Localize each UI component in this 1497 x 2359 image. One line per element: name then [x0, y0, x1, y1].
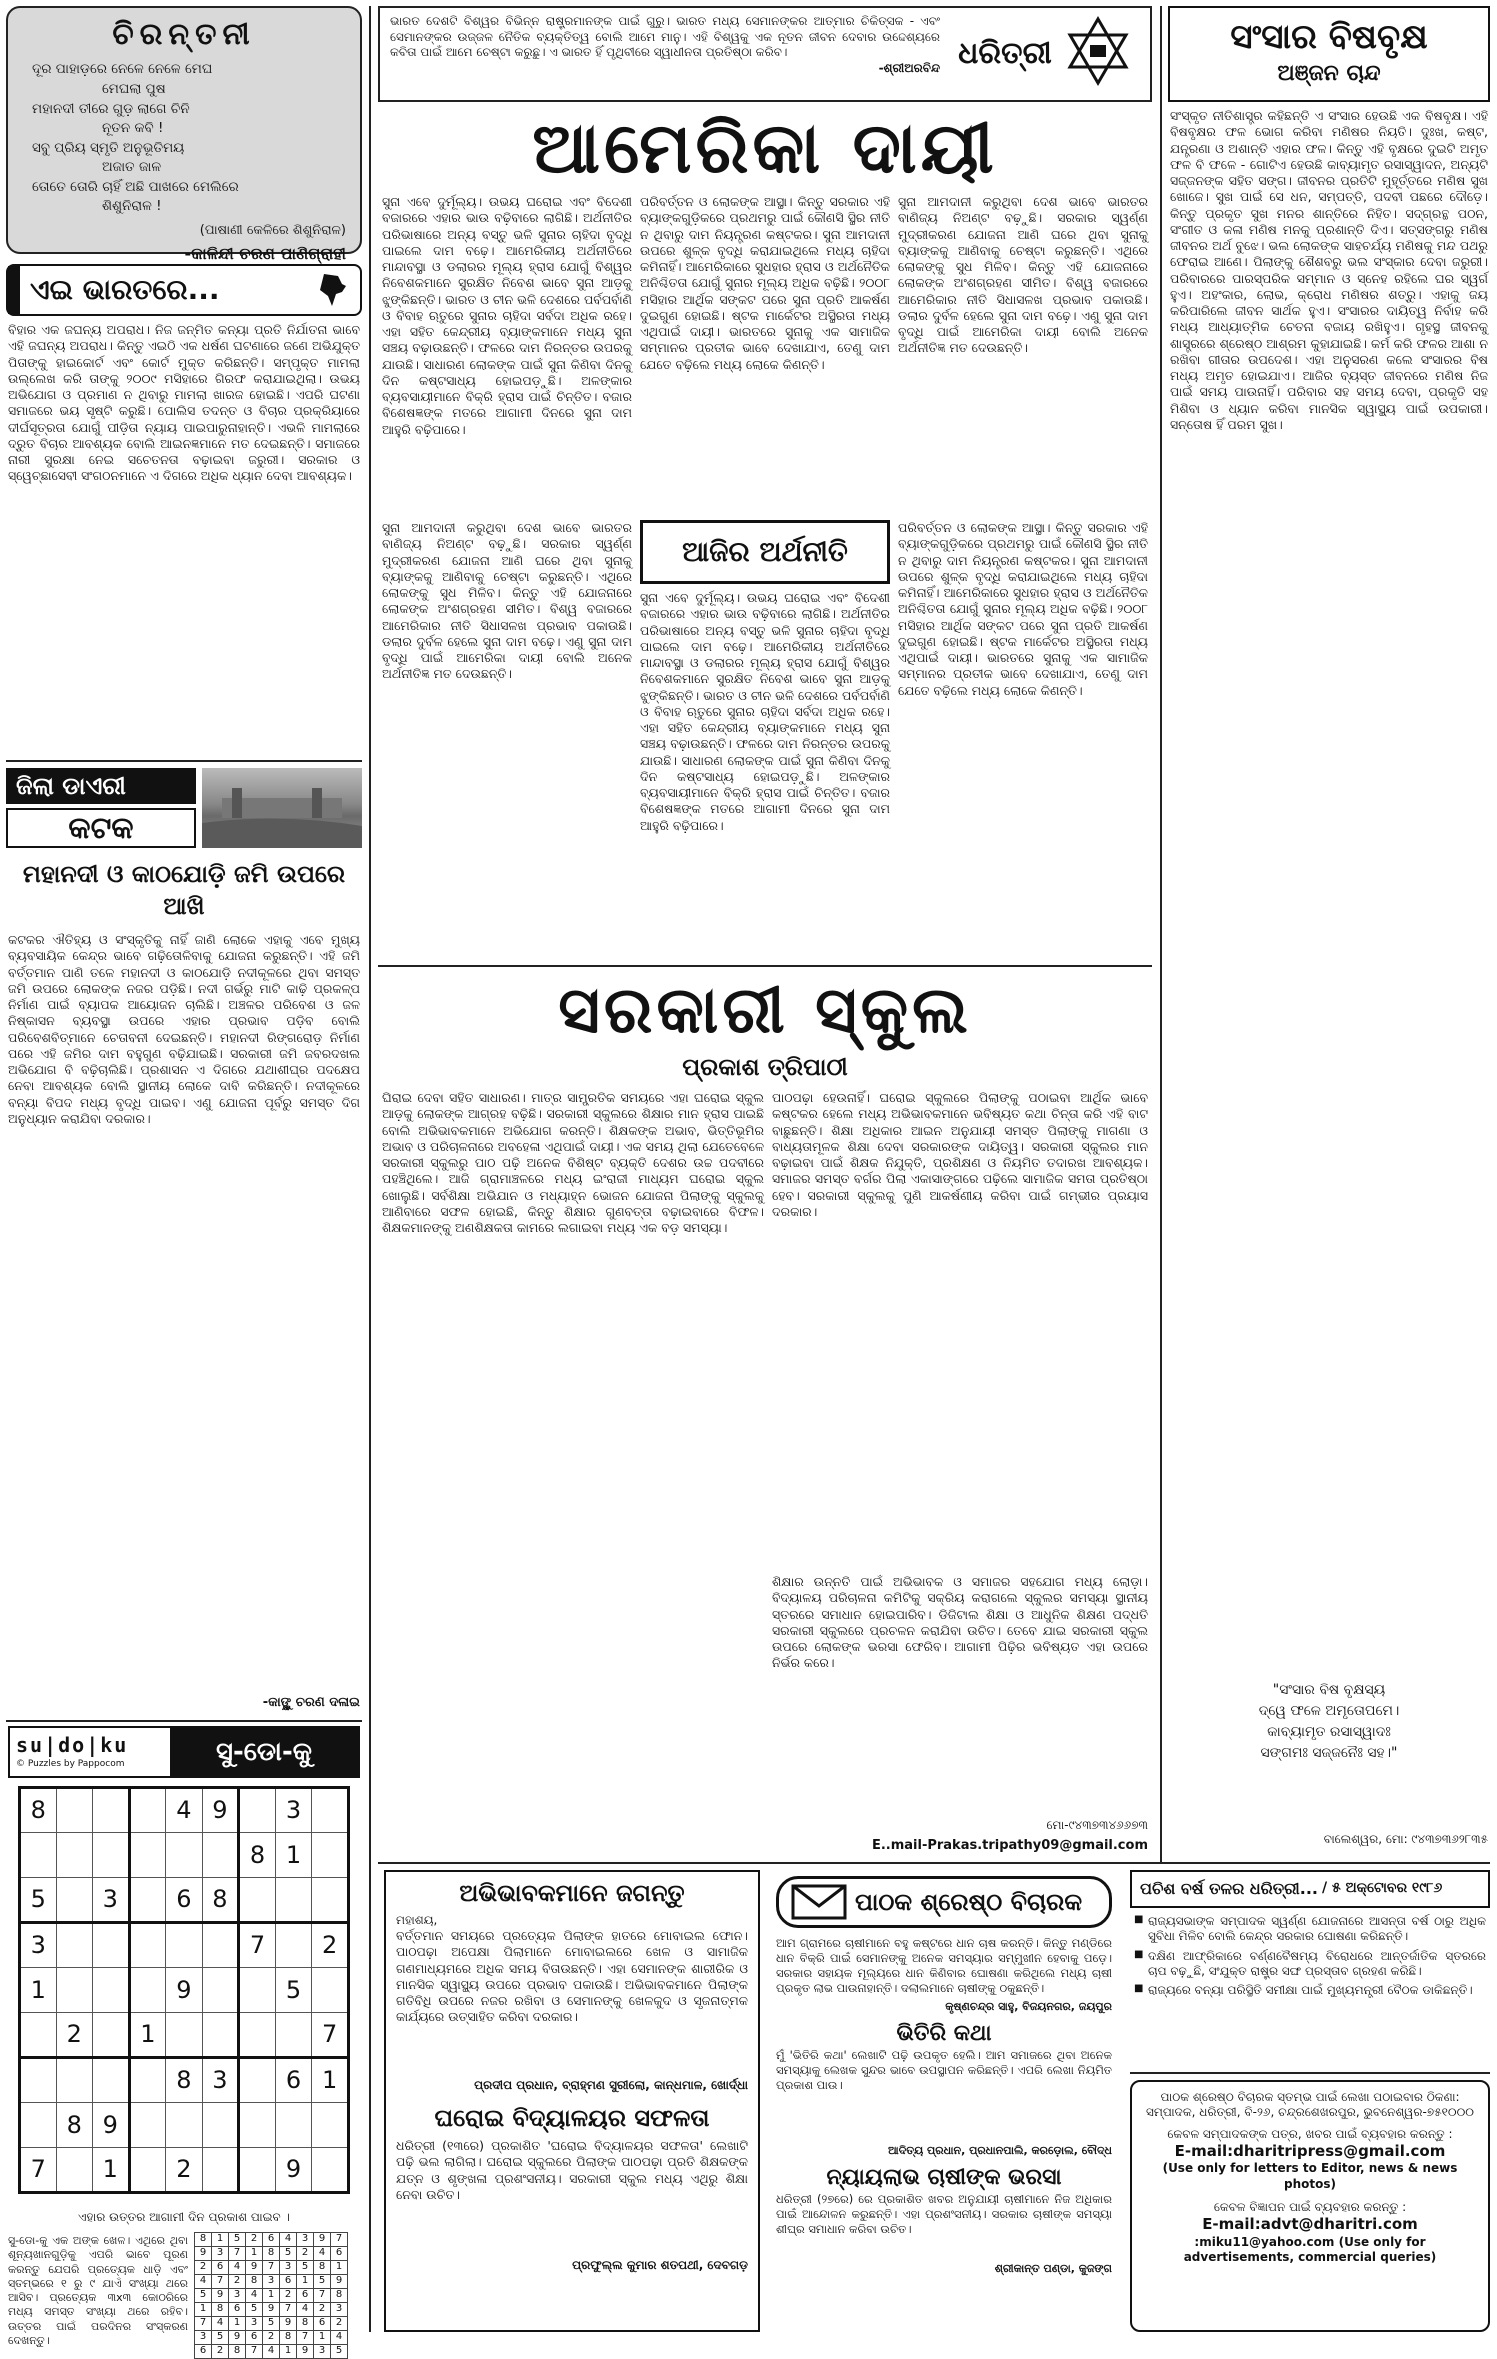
sarkari-school-contact: ମୋ-୯୪୩୭୩୪୬୬୭୩	[1046, 1818, 1148, 1832]
sudoku-prev-cell: 6	[331, 2247, 348, 2261]
sudoku-cell: 8	[202, 1878, 239, 1923]
sudoku-prev-cell: 3	[212, 2247, 229, 2261]
sudoku-brand: su|do|ku	[16, 1733, 129, 1758]
contact-email2[interactable]: E-mail:advt@dharitri.com	[1202, 2215, 1418, 2234]
sudoku-cell: 3	[92, 1878, 129, 1923]
sudoku-prev-cell: 3	[246, 2317, 263, 2331]
sudoku-prev-cell: 1	[229, 2317, 246, 2331]
sansara-author: ଅଞ୍ଜନ ଚାନ୍ଦ	[1277, 60, 1381, 86]
sudoku-grid	[18, 1786, 350, 2194]
pachis-barsha-item: ■ ଦକ୍ଷିଣ ଆଫ୍ରିକାରେ ବର୍ଣ୍ଣବୈଷମ୍ୟ ବିରୋଧରେ ଆନ୍ତର୍ଜାତିକ ସ୍ତରରେ ଚାପ ବଢ଼ୁଛି, ସଂଯୁକ୍ତ ରାଷ୍ଟ୍ର ସଙ୍ଘ ପ୍ରସ୍ତାବ ଗ୍ରହଣ କରିଛି।	[1134, 1949, 1486, 1980]
sudoku-cell[interactable]	[92, 1968, 129, 2013]
sudoku-cell: 2	[166, 2148, 202, 2193]
poem-line: ଅଜାତ ଜାଳ	[102, 159, 162, 176]
sudoku-prev-cell: 3	[297, 2233, 314, 2247]
pachis-barsha-title: ପଚିଶ ବର୍ଷ ତଳର ଧରିତ୍ରୀ...	[1140, 1878, 1318, 1898]
sudoku-prev-row	[195, 2247, 348, 2261]
sudoku-cell: 2	[312, 1923, 349, 1968]
envelope-icon	[791, 1884, 847, 1920]
sudoku-prev-cell: 4	[331, 2331, 348, 2345]
sudoku-cell[interactable]	[312, 1968, 349, 2013]
ei-bharatare-title: ଏଇ ଭାରତରେ...	[30, 273, 220, 307]
sudoku-cell: 9	[166, 1968, 202, 2013]
sudoku-rules: ସୁ-ଡୋ-କୁ ଏକ ଅଙ୍କ ଖେଳ। ଏଥିରେ ଥିବା ଶୂନ୍ୟଖାନଗୁଡ଼ିକୁ ଏପରି ଭାବେ ପୂରଣ କରନ୍ତୁ ଯେପରି ପ୍ରତ୍ୟେକ ଧାଡ଼ି ଏବଂ ସ୍ତମ୍ଭରେ ୧ ରୁ ୯ ଯାଏଁ ସଂଖ୍ୟା ଥରେ ଆସିବ। ପ୍ରତ୍ୟେକ ୩x୩ କୋଠରିରେ ମଧ୍ୟ ସମସ୍ତ ସଂଖ୍ୟା ଥରେ ରହିବ। ଉତ୍ତର ପାଇଁ ପରଦିନର ସଂସ୍କରଣ ଦେଖନ୍ତୁ।	[8, 2234, 188, 2348]
sudoku-cell[interactable]	[20, 2058, 57, 2103]
sudoku-cell[interactable]	[56, 1968, 92, 2013]
sudoku-cell: 5	[20, 1878, 57, 1923]
sudoku-prev-cell: 6	[246, 2331, 263, 2345]
sudoku-cell: 1	[129, 2013, 166, 2058]
sudoku-prev-cell: 9	[280, 2317, 297, 2331]
sudoku-prev-cell: 7	[280, 2303, 297, 2317]
sudoku-cell: 1	[312, 2058, 349, 2103]
india-map-icon	[312, 270, 352, 310]
sudoku-header	[8, 1726, 360, 1778]
divider	[6, 760, 362, 762]
sudoku-cell[interactable]	[129, 2148, 166, 2193]
sudoku-cell[interactable]	[239, 2148, 276, 2193]
divider	[378, 1862, 1490, 1864]
pathaka-intro-author: କୃଷ୍ଣଚନ୍ଦ୍ର ସାହୁ, ବିଜୟନଗର, ଜୟପୁର	[945, 2000, 1112, 2013]
contact-email1[interactable]: E-mail:dharitripress@gmail.com	[1174, 2142, 1446, 2161]
sudoku-prev-cell: 5	[195, 2289, 212, 2303]
america-dayi-col3: ସୁନା ଆମଦାନୀ କରୁଥିବା ଦେଶ ଭାବେ ଭାରତର ବାଣିଜ୍ୟ ନିଅଣ୍ଟ ବଢ଼ୁଛି। ସରକାର ସ୍ୱର୍ଣ୍ଣ ମୁଦ୍ରୀକରଣ ଯୋଜନା ଆଣି ଘରେ ଥିବା ସୁନାକୁ ବ୍ୟାଙ୍କକୁ ଆଣିବାକୁ ଚେଷ୍ଟା କରୁଛନ୍ତି। ଏଥିରେ ଲୋକଙ୍କୁ ସୁଧ ମିଳିବ। କିନ୍ତୁ ଏହି ଯୋଜନାରେ ଲୋକଙ୍କ ଅଂଶଗ୍ରହଣ ସୀମିତ। ବିଶ୍ୱ ବଜାରରେ ଆମେରିକାର ନୀତି ସିଧାସଳଖ ପ୍ରଭାବ ପକାଉଛି। ଡଲାର ଦୁର୍ବଳ ହେଲେ ସୁନା ଦାମ ବଢ଼େ। ଏଣୁ ସୁନା ଦାମ ବୃଦ୍ଧି ପାଇଁ ଆମେରିକା ଦାୟୀ ବୋଲି ଅନେକ ଅର୍ଥନୀତିଜ୍ଞ ମତ ଦେଉଛନ୍ତି।	[898, 194, 1148, 356]
chirantani-box	[6, 6, 362, 263]
sudoku-prev-cell: 8	[297, 2317, 314, 2331]
poem-line: ନୂତନ କବି !	[102, 120, 164, 137]
sudoku-prev-cell: 4	[195, 2275, 212, 2289]
sudoku-prev-cell: 9	[314, 2233, 331, 2247]
sudoku-cell[interactable]	[239, 2058, 276, 2103]
district-photo	[202, 768, 362, 848]
sudoku-cell: 7	[20, 2148, 57, 2193]
sudoku-cell[interactable]	[129, 1878, 166, 1923]
sudoku-row	[20, 1968, 349, 2013]
pathaka-title: ପାଠକ ଶ୍ରେଷ୍ଠ ବିଚାରକ	[855, 1887, 1083, 1916]
sudoku-prev-cell: 9	[297, 2345, 314, 2359]
sudoku-prev-cell: 3	[229, 2289, 246, 2303]
sudoku-cell[interactable]	[129, 2103, 166, 2148]
sudoku-cell[interactable]	[129, 2058, 166, 2103]
pachis-barsha-item: ■ ରାଜ୍ୟରେ ବନ୍ୟା ପରିସ୍ଥିତି ସମୀକ୍ଷା ପାଇଁ ମୁଖ୍ୟମନ୍ତ୍ରୀ ବୈଠକ ଡାକିଛନ୍ତି।	[1134, 1983, 1486, 1998]
contact-email1-note: (Use only for letters to Editor, news & news photos)	[1162, 2161, 1458, 2191]
pachis-barsha-item: ■ ରାଜ୍ୟସଭାଙ୍କ ସମ୍ପାଦକ ସ୍ୱର୍ଣ୍ଣ ଯୋଜନାରେ ଆସନ୍ତା ବର୍ଷ ଠାରୁ ଅଧିକ ସୁବିଧା ମିଳିବ ବୋଲି କେନ୍ଦ୍ର ସରକାର ଘୋଷଣା କରିଛନ୍ତି।	[1134, 1914, 1486, 1945]
masthead-intro-block	[390, 14, 950, 94]
sudoku-prev-cell: 3	[195, 2331, 212, 2345]
poem-line: ତୋତେ ତୋରି ଚାହିଁ ଅଛି ପାଖରେ ମେଲିରେ	[32, 178, 239, 195]
sudoku-cell: 1	[20, 1968, 57, 2013]
sudoku-cell: 5	[275, 1968, 311, 2013]
sudoku-cell[interactable]	[56, 1878, 92, 1923]
bhitiri-katha-title: ଭିତିରି କଥା	[896, 2021, 992, 2047]
nyaya-body: ଧରିତ୍ରୀ (୨୭ରେ) ରେ ପ୍ରକାଶିତ ଖବର ଅନୁଯାୟୀ ଚାଷୀମାନେ ନିଜ ଅଧିକାର ପାଇଁ ଆନ୍ଦୋଳନ କରୁଛନ୍ତି। ଏହା ପ୍ରଶଂସନୀୟ। ସରକାର ଚାଷୀଙ୍କ ସମସ୍ୟା ଶୀଘ୍ର ସମାଧାନ କରିବା ଉଚିତ।	[776, 2192, 1112, 2237]
america-dayi-col1-cont: ସୁନା ଆମଦାନୀ କରୁଥିବା ଦେଶ ଭାବେ ଭାରତର ବାଣିଜ୍ୟ ନିଅଣ୍ଟ ବଢ଼ୁଛି। ସରକାର ସ୍ୱର୍ଣ୍ଣ ମୁଦ୍ରୀକରଣ ଯୋଜନା ଆଣି ଘରେ ଥିବା ସୁନାକୁ ବ୍ୟାଙ୍କକୁ ଆଣିବାକୁ ଚେଷ୍ଟା କରୁଛନ୍ତି। ଏଥିରେ ଲୋକଙ୍କୁ ସୁଧ ମିଳିବ। କିନ୍ତୁ ଏହି ଯୋଜନାରେ ଲୋକଙ୍କ ଅଂଶଗ୍ରହଣ ସୀମିତ। ବିଶ୍ୱ ବଜାରରେ ଆମେରିକାର ନୀତି ସିଧାସଳଖ ପ୍ରଭାବ ପକାଉଛି। ଡଲାର ଦୁର୍ବଳ ହେଲେ ସୁନା ଦାମ ବଢ଼େ। ଏଣୁ ସୁନା ଦାମ ବୃଦ୍ଧି ପାଇଁ ଆମେରିକା ଦାୟୀ ବୋଲି ଅନେକ ଅର୍ଥନୀତିଜ୍ଞ ମତ ଦେଉଛନ୍ତି।	[382, 520, 632, 682]
sudoku-prev-cell: 6	[314, 2317, 331, 2331]
sudoku-cell: 6	[166, 1878, 202, 1923]
sansara-signoff: ବାଲେଶ୍ୱର, ମୋ: ୯୪୩୭୩୬୨୮୩୫	[1323, 1832, 1488, 1846]
divider	[378, 965, 1152, 967]
masthead-box	[378, 6, 1152, 102]
letters-box	[384, 1870, 760, 2332]
sudoku-prev-cell: 2	[297, 2247, 314, 2261]
sudoku-cell: 8	[56, 2103, 92, 2148]
sudoku-prev-cell: 2	[195, 2261, 212, 2275]
sudoku-cell[interactable]	[202, 1923, 239, 1968]
sudoku-cell[interactable]	[56, 1788, 92, 1833]
sudoku-prev-cell: 8	[263, 2247, 280, 2261]
sudoku-prev-cell: 5	[331, 2345, 348, 2359]
sudoku-cell[interactable]	[166, 2013, 202, 2058]
sudoku-prev-cell: 4	[212, 2317, 229, 2331]
sudoku-prev-cell: 3	[314, 2345, 331, 2359]
masthead-logo: ଧରିତ୍ରୀ	[958, 35, 1052, 71]
sudoku-prev-cell: 8	[246, 2275, 263, 2289]
zilla-diary-title: ଜିଲା ଡାଏରୀ	[6, 768, 196, 804]
sudoku-row	[20, 1878, 349, 1923]
sarkari-school-email: E..mail-Prakas.tripathy09@gmail.com	[871, 1838, 1148, 1853]
sudoku-prev-cell: 6	[229, 2303, 246, 2317]
america-dayi-col3-cont: ପରିବର୍ତ୍ତନ ଓ ଲୋକଙ୍କ ଆସ୍ଥା। କିନ୍ତୁ ସରକାର ଏହି ବ୍ୟାଙ୍କଗୁଡ଼ିକରେ ପ୍ରଥମରୁ ପାଇଁ କୌଣସି ସ୍ଥିର ନୀତି ନ ଥିବାରୁ ଦାମ ନିୟନ୍ତ୍ରଣ କଷ୍ଟକର। ସୁନା ଆମଦାନୀ ଉପରେ ଶୁଳ୍କ ବୃଦ୍ଧି କରାଯାଇଥିଲେ ମଧ୍ୟ ଚାହିଦା କମିନାହିଁ। ଆମେରିକାରେ ସୁଧହାର ହ୍ରାସ ଓ ଅର୍ଥନୈତିକ ଅନିଶ୍ଚିତତା ଯୋଗୁଁ ସୁନାର ମୂଲ୍ୟ ଅଧିକ ବଢ଼ିଛି। ୨୦୦୮ ମସିହାର ଆର୍ଥିକ ସଙ୍କଟ ପରେ ସୁନା ପ୍ରତି ଆକର୍ଷଣ ଦୁଇଗୁଣ ହୋଇଛି। ଷ୍ଟକ ମାର୍କେଟର ଅସ୍ଥିରତା ମଧ୍ୟ ଏଥିପାଇଁ ଦାୟୀ। ଭାରତରେ ସୁନାକୁ ଏକ ସାମାଜିକ ସମ୍ମାନର ପ୍ରତୀକ ଭାବେ ଦେଖାଯାଏ, ତେଣୁ ଦାମ ଯେତେ ବଢ଼ିଲେ ମଧ୍ୟ ଲୋକେ କିଣନ୍ତି।	[898, 520, 1148, 698]
bhitiri-katha-body: ମୁଁ 'ଭିତିରି କଥା' ଲେଖାଟି ପଢ଼ି ଉପକୃତ ହେଲି। ଆମ ସମାଜରେ ଥିବା ଅନେକ ସମସ୍ୟାକୁ ଲେଖକ ସୁନ୍ଦର ଭାବେ ଉପସ୍ଥାପନ କରିଛନ୍ତି। ଏପରି ଲେଖା ନିୟମିତ ପ୍ରକାଶ ପାଉ।	[776, 2048, 1112, 2093]
sudoku-prev-cell: 8	[229, 2345, 246, 2359]
sudoku-cell[interactable]	[275, 2013, 311, 2058]
divider	[1130, 2072, 1490, 2074]
sudoku-prev-row	[195, 2303, 348, 2317]
sudoku-prev-cell: 8	[280, 2331, 297, 2345]
sudoku-cell[interactable]	[129, 1923, 166, 1968]
sudoku-cell[interactable]	[202, 2148, 239, 2193]
sudoku-prev-cell: 3	[280, 2261, 297, 2275]
contact-email2-note: advertisements, commercial queries)	[1183, 2249, 1437, 2264]
sudoku-cell[interactable]	[239, 2013, 276, 2058]
sudoku-puzzle	[18, 1786, 350, 2206]
sudoku-prev-cell: 3	[331, 2303, 348, 2317]
sudoku-row	[20, 1923, 349, 1968]
verse-line: ସଙ୍ଗମଃ ସଜ୍ଜନୈଃ ସହ।"	[1260, 1745, 1398, 1761]
ei-bharatare-body: ବିହାର ଏକ ଜଘନ୍ୟ ଅପରାଧ। ନିଜ ଜନ୍ମିତ କନ୍ୟା ପ୍ରତି ନିର୍ଯାତନା ଭାବେ ଏହି ଜଘନ୍ୟ ଅପରାଧ। କିନ୍ତୁ ଏଇଠି ଏକ ଧର୍ଷଣ ଘଟଣାରେ ଜଣେ ଅଭିଯୁକ୍ତ ପିତାଙ୍କୁ ହାଇକୋର୍ଟ ଏବଂ କୋର୍ଟ ମୁକ୍ତ କରିଛନ୍ତି। ସମ୍ପୃକ୍ତ ମାମଲା ଉଲ୍ଲେଖ କରି ତାଙ୍କୁ ୨୦୦୯ ମସିହାରେ ଗିରଫ କରାଯାଇଥିଲା। ଉଭୟ ଅଭିଯୋଗ ଓ ପ୍ରମାଣ ନ ଥିବାରୁ ମାମଲା ଖାରଜ ହୋଇଛି। ଏପରି ଘଟଣା ସମାଜରେ ଭୟ ସୃଷ୍ଟି କରୁଛି। ପୋଲିସ ତଦନ୍ତ ଓ ବିଚାର ପ୍ରକ୍ରିୟାରେ ଦୀର୍ଘସୂତ୍ରତା ଯୋଗୁଁ ପୀଡ଼ିତା ନ୍ୟାୟ ପାଇପାରୁନାହାନ୍ତି। ଏଭଳି ମାମଲାରେ ଦ୍ରୁତ ବିଚାର ଆବଶ୍ୟକ ବୋଲି ଆଇନଜ୍ଞମାନେ ମତ ଦେଇଛନ୍ତି। ସମାଜରେ ନାରୀ ସୁରକ୍ଷା ନେଇ ସଚେତନତା ବଢ଼ାଇବା ଜରୁରୀ। ସରକାର ଓ ସ୍ୱେଚ୍ଛାସେବୀ ସଂଗଠନମାନେ ଏ ଦିଗରେ ଅଧିକ ଧ୍ୟାନ ଦେବା ଆବଶ୍ୟକ।	[8, 322, 360, 484]
sudoku-brand-block	[10, 1733, 170, 1770]
verse-line: ଦ୍ୱେ ଫଳେ ଅମୃତୋପମେ।	[1258, 1703, 1400, 1719]
sudoku-prev-row	[195, 2233, 348, 2247]
gharoi-sapalata-author: ପ୍ରଫୁଲ୍ଲ କୁମାର ଶତପଥୀ, ଦେବଗଡ଼	[572, 2258, 748, 2273]
sudoku-prev-cell: 5	[229, 2233, 246, 2247]
ei-bharatare-bar	[8, 266, 20, 314]
zilla-diary-author: -କାଙ୍କ୍ଷୁ ଚରଣ ଦଳାଇ	[262, 1695, 360, 1710]
abhibhabakamane-salutation: ମହାଶୟ,	[396, 1912, 438, 1927]
sudoku-cell[interactable]	[56, 2148, 92, 2193]
pachis-barsha-list	[1130, 1908, 1490, 2009]
sudoku-prev-cell: 1	[263, 2289, 280, 2303]
sudoku-cell[interactable]	[92, 1788, 129, 1833]
sarkari-school-headline: ସରକାରୀ ସ୍କୁଲ	[558, 973, 972, 1048]
sudoku-cell: 3	[202, 2058, 239, 2103]
sudoku-row	[20, 2058, 349, 2103]
star-of-david-icon	[1060, 13, 1140, 95]
sudoku-cell[interactable]	[56, 2058, 92, 2103]
sudoku-prev-cell: 2	[331, 2317, 348, 2331]
sudoku-cell[interactable]	[202, 1833, 239, 1878]
sudoku-prev-row	[195, 2345, 348, 2359]
sudoku-cell[interactable]	[239, 1788, 276, 1833]
sudoku-prev-row	[195, 2317, 348, 2331]
sudoku-prev-row	[195, 2289, 348, 2303]
sudoku-prev-cell: 1	[246, 2247, 263, 2261]
sudoku-cell: 2	[56, 2013, 92, 2058]
pathaka-box	[766, 1870, 1122, 2332]
sudoku-cell[interactable]	[92, 1833, 129, 1878]
sudoku-prev-grid	[194, 2232, 348, 2359]
sudoku-cell[interactable]	[312, 1833, 349, 1878]
sudoku-prev-cell: 9	[212, 2289, 229, 2303]
verse-line: କାବ୍ୟାମୃତ ରସାସ୍ୱାଦଃ	[1267, 1724, 1391, 1740]
abhibhabakamane-author: ପ୍ରଦୀପ ପ୍ରଧାନ, ବ୍ରାହ୍ମଣ ସୁରୀଲୋ, କାନ୍ଧମାଳ, ଖୋର୍ଦ୍ଧା	[474, 2078, 748, 2093]
sarkari-school-col3: ଶିକ୍ଷାର ଉନ୍ନତି ପାଇଁ ଅଭିଭାବକ ଓ ସମାଜର ସହଯୋଗ ମଧ୍ୟ ଲୋଡ଼ା। ବିଦ୍ୟାଳୟ ପରିଚାଳନା କମିଟିକୁ ସକ୍ରିୟ କରାଗଲେ ସ୍କୁଲର ସମସ୍ୟା ସ୍ଥାନୀୟ ସ୍ତରରେ ସମାଧାନ ହୋଇପାରିବ। ଡିଜିଟାଲ ଶିକ୍ଷା ଓ ଆଧୁନିକ ଶିକ୍ଷଣ ପଦ୍ଧତି ସରକାରୀ ସ୍କୁଲରେ ପ୍ରଚଳନ କରାଯିବା ଉଚିତ। ତେବେ ଯାଇ ସରକାରୀ ସ୍କୁଲ ଉପରେ ଲୋକଙ୍କ ଭରସା ଫେରିବ। ଆଗାମୀ ପିଢ଼ିର ଭବିଷ୍ୟତ ଏହା ଉପରେ ନିର୍ଭର କରେ।	[772, 1574, 1148, 1671]
sudoku-prev-row	[195, 2275, 348, 2289]
sudoku-cell[interactable]	[312, 2148, 349, 2193]
sudoku-prev-cell: 2	[280, 2289, 297, 2303]
sudoku-prev-cell: 7	[212, 2275, 229, 2289]
sudoku-cell[interactable]	[56, 1923, 92, 1968]
sudoku-prev-row	[195, 2261, 348, 2275]
sudoku-cell[interactable]	[275, 2103, 311, 2148]
pachis-barsha-header	[1130, 1870, 1490, 1908]
masthead-intro-author: -ଶ୍ରୀଅରବିନ୍ଦ	[878, 60, 940, 75]
sudoku-cell: 8	[166, 2058, 202, 2103]
masthead-intro: ଭାରତ ଦେଶଟି ବିଶ୍ୱର ବିଭିନ୍ନ ରାଷ୍ଟ୍ରମାନଙ୍କ ପାଇଁ ଗୁରୁ। ଭାରତ ମଧ୍ୟ ସେମାନଙ୍କର ଆତ୍ମାର ଚିକିତ୍ସକ - ଏବଂ ସେମାନଙ୍କର ଉଜ୍ଜଳ ନୈତିକ ବ୍ୟକ୍ତିତ୍ୱ ବୋଲି ଆମେ ମାନୁ। ଏହି ବିଶ୍ୱକୁ ଏକ ନୂତନ ଜୀବନ ଦେବାର ଉଦ୍ଦେଶ୍ୟରେ କବିତା ପାଇଁ ଆମେ ଚେଷ୍ଟା କରୁଛୁ। ଏ ଭାରତ ହିଁ ପୃଥିବୀରେ ସ୍ୱାଧୀନତା ପ୍ରତିଷ୍ଠା କରିବ।	[390, 14, 940, 60]
sudoku-title: ସୁ-ଡୋ-କୁ	[170, 1728, 358, 1776]
sudoku-cell[interactable]	[20, 1833, 57, 1878]
america-dayi-col1: ସୁନା ଏବେ ଦୁର୍ମୂଲ୍ୟ। ଉଭୟ ଘରୋଇ ଏବଂ ବିଦେଶୀ ବଜାରରେ ଏହାର ଭାଉ ବଢ଼ିବାରେ ଲାଗିଛି। ଅର୍ଥନୀତିର ପରିଭାଷାରେ ଅନ୍ୟ ବସ୍ତୁ ଭଳି ସୁନାର ଚାହିଦା ବୃଦ୍ଧି ପାଇଲେ ଦାମ ବଢ଼େ। ଆମେରିକୀୟ ଅର୍ଥନୀତିରେ ମାନ୍ଦାବସ୍ଥା ଓ ଡଲାରର ମୂଲ୍ୟ ହ୍ରାସ ଯୋଗୁଁ ବିଶ୍ୱର ନିବେଶକମାନେ ସୁରକ୍ଷିତ ନିବେଶ ଭାବେ ସୁନା ଆଡ଼କୁ ଝୁଙ୍କିଛନ୍ତି। ଭାରତ ଓ ଚୀନ ଭଳି ଦେଶରେ ପର୍ବପର୍ବାଣି ଓ ବିବାହ ଋତୁରେ ସୁନାର ଚାହିଦା ସର୍ବଦା ଅଧିକ ରହେ। ଏହା ସହିତ କେନ୍ଦ୍ରୀୟ ବ୍ୟାଙ୍କମାନେ ମଧ୍ୟ ସୁନା ସଞ୍ଚୟ ବଢ଼ାଉଛନ୍ତି। ଫଳରେ ଦାମ ନିରନ୍ତର ଉପରକୁ ଯାଉଛି। ସାଧାରଣ ଲୋକଙ୍କ ପାଇଁ ସୁନା କିଣିବା ଦିନକୁ ଦିନ କଷ୍ଟସାଧ୍ୟ ହୋଇପଡ଼ୁଛି। ଅଳଙ୍କାର ବ୍ୟବସାୟୀମାନେ ବିକ୍ରି ହ୍ରାସ ପାଇଁ ଚିନ୍ତିତ। ବଜାର ବିଶେଷଜ୍ଞଙ୍କ ମତରେ ଆଗାମୀ ଦିନରେ ସୁନା ଦାମ ଆହୁରି ବଢ଼ିପାରେ।	[382, 194, 632, 437]
poem-line: ସବୁ ପ୍ରିୟ ସ୍ମୃତି ଅନୁଭୂତିମୟ	[32, 139, 185, 156]
zilla-diary-district: କଟକ	[6, 808, 196, 848]
sudoku-cell[interactable]	[202, 2013, 239, 2058]
sudoku-prev-cell: 4	[314, 2247, 331, 2261]
sudoku-prev-cell: 8	[195, 2233, 212, 2247]
sudoku-prev-cell: 6	[212, 2261, 229, 2275]
sudoku-prev-cell: 5	[246, 2303, 263, 2317]
sansara-title: ସଂସାର ବିଷବୃକ୍ଷ	[1230, 17, 1428, 57]
sudoku-footer: ଏହାର ଉତ୍ତର ଆଗାମୀ ଦିନ ପ୍ରକାଶ ପାଇବ ।	[78, 2210, 290, 2224]
sudoku-cell[interactable]	[275, 1923, 311, 1968]
sudoku-cell[interactable]	[129, 1833, 166, 1878]
poem-line: ଶିଶୁନିରାଳ !	[102, 198, 162, 215]
sudoku-cell[interactable]	[202, 2103, 239, 2148]
sudoku-prev-cell: 8	[212, 2303, 229, 2317]
sudoku-cell[interactable]	[312, 2103, 349, 2148]
sudoku-prev-cell: 9	[263, 2303, 280, 2317]
sudoku-prev-cell: 2	[212, 2345, 229, 2359]
sudoku-prev-cell: 1	[331, 2261, 348, 2275]
sarkari-school-col1: ଘିରାଇ ଦେବା ସହିତ ସାଧାରଣ। ମାତ୍ର ସାମ୍ପ୍ରତିକ ସମୟରେ ଏହା ଘରୋଇ ସ୍କୁଲ ଆଡ଼କୁ ଲୋକଙ୍କ ଆଗ୍ରହ ବଢ଼ିଛି। ସରକାରୀ ସ୍କୁଲରେ ଶିକ୍ଷାର ମାନ ହ୍ରାସ ପାଇଛି ବୋଲି ଅଭିଭାବକମାନେ ଅଭିଯୋଗ କରନ୍ତି। ଶିକ୍ଷକଙ୍କ ଅଭାବ, ଭିତ୍ତିଭୂମିର ଅଭାବ ଓ ପରିଚାଳନାରେ ଅବହେଳା ଏଥିପାଇଁ ଦାୟୀ। ଏକ ସମୟ ଥିଲା ଯେତେବେଳେ ସରକାରୀ ସ୍କୁଲରୁ ପାଠ ପଢ଼ି ଅନେକ ବିଶିଷ୍ଟ ବ୍ୟକ୍ତି ଦେଶର ଉଚ୍ଚ ପଦବୀରେ ପହଞ୍ଚିଥିଲେ। ଆଜି ଗ୍ରାମାଞ୍ଚଳରେ ମଧ୍ୟ ଇଂରାଜୀ ମାଧ୍ୟମ ଘରୋଇ ସ୍କୁଲ ଖୋଲୁଛି। ସର୍ବଶିକ୍ଷା ଅଭିଯାନ ଓ ମଧ୍ୟାହ୍ନ ଭୋଜନ ଯୋଜନା ପିଲାଙ୍କୁ ସ୍କୁଲକୁ ଆଣିବାରେ ସଫଳ ହୋଇଛି, କିନ୍ତୁ ଶିକ୍ଷାର ଗୁଣବତ୍ତା ବଢ଼ାଇବାରେ ବିଫଳ। ଶିକ୍ଷକମାନଙ୍କୁ ଅଣଶିକ୍ଷକତା କାମରେ ଲଗାଇବା ମଧ୍ୟ ଏକ ବଡ଼ ସମସ୍ୟା।	[382, 1090, 764, 1235]
sudoku-cell: 1	[92, 2148, 129, 2193]
abhibhabakamane-title: ଅଭିଭାବକମାନେ ଜଗନ୍ତୁ	[459, 1879, 685, 1907]
poem-line: ମେଘଲା ପୁଷ	[102, 80, 166, 97]
sudoku-cell: 9	[275, 2148, 311, 2193]
ei-bharatare-header	[6, 264, 362, 316]
chirantani-author: -କାଳିନ୍ଦୀ ଚରଣ ପାଣିଗ୍ରାହୀ	[184, 243, 346, 263]
sudoku-row	[20, 1788, 349, 1833]
sudoku-cell: 9	[92, 2103, 129, 2148]
poem-line: ଦୂର ପାହାଡ଼ରେ ନେଳେ ନେଳେ ମେଘ	[32, 61, 213, 78]
sudoku-row	[20, 2103, 349, 2148]
sudoku-cell[interactable]	[20, 2013, 57, 2058]
sudoku-cell[interactable]	[166, 2103, 202, 2148]
sudoku-cell[interactable]	[92, 2013, 129, 2058]
sudoku-prev-cell: 8	[331, 2289, 348, 2303]
sudoku-cell[interactable]	[166, 1833, 202, 1878]
sudoku-row	[20, 1833, 349, 1878]
sudoku-prev-cell: 9	[229, 2331, 246, 2345]
sudoku-prev-cell: 1	[212, 2233, 229, 2247]
sudoku-cell[interactable]	[129, 1968, 166, 2013]
sudoku-cell: 7	[312, 2013, 349, 2058]
verse-line: "ସଂସାର ବିଷ ବୃକ୍ଷସ୍ୟ	[1272, 1682, 1386, 1698]
sudoku-cell: 8	[239, 1833, 276, 1878]
sudoku-prev-cell: 6	[280, 2275, 297, 2289]
sudoku-cell[interactable]	[129, 1788, 166, 1833]
sudoku-prev-cell: 1	[280, 2345, 297, 2359]
pachis-barsha-date: / ୫ ଅକ୍ଟୋବର ୧୯୮୬	[1322, 1880, 1443, 1897]
sudoku-cell[interactable]	[239, 1878, 276, 1923]
sudoku-prev-cell: 7	[229, 2247, 246, 2261]
gharoi-sapalata-body: ଧରିତ୍ରୀ (୧୩ରେ) ପ୍ରକାଶିତ 'ଘରୋଇ ବିଦ୍ୟାଳୟର ସଫଳତା' ଲେଖାଟି ପଢ଼ି ଭଲ ଲାଗିଲା। ଘରୋଇ ସ୍କୁଲରେ ପିଲାଙ୍କ ପାଠପଢ଼ା ପ୍ରତି ଶିକ୍ଷକଙ୍କ ଯତ୍ନ ଓ ଶୃଙ୍ଖଳା ପ୍ରଶଂସନୀୟ। ସରକାରୀ ସ୍କୁଲ ମଧ୍ୟ ଏଥିରୁ ଶିକ୍ଷା ନେବା ଉଚିତ।	[396, 2138, 748, 2202]
sudoku-cell[interactable]	[312, 1788, 349, 1833]
pathaka-intro: ଆମ ଗ୍ରାମରେ ଚାଷୀମାନେ ବହୁ କଷ୍ଟରେ ଧାନ ଚାଷ କରନ୍ତି। କିନ୍ତୁ ମଣ୍ଡିରେ ଧାନ ବିକ୍ରି ପାଇଁ ସେମାନଙ୍କୁ ଅନେକ ସମସ୍ୟାର ସମ୍ମୁଖୀନ ହେବାକୁ ପଡ଼େ। ସରକାର ସହାୟକ ମୂଲ୍ୟରେ ଧାନ କିଣିବାର ଘୋଷଣା କରିଥିଲେ ମଧ୍ୟ ଚାଷୀ ପ୍ରକୃତ ଲାଭ ପାଉନାହାନ୍ତି। ଦଲାଲମାନେ ଚାଷୀଙ୍କୁ ଠକୁଛନ୍ତି।	[776, 1936, 1112, 1995]
america-dayi-col2: ପରିବର୍ତ୍ତନ ଓ ଲୋକଙ୍କ ଆସ୍ଥା। କିନ୍ତୁ ସରକାର ଏହି ବ୍ୟାଙ୍କଗୁଡ଼ିକରେ ପ୍ରଥମରୁ ପାଇଁ କୌଣସି ସ୍ଥିର ନୀତି ନ ଥିବାରୁ ଦାମ ନିୟନ୍ତ୍ରଣ କଷ୍ଟକର। ସୁନା ଆମଦାନୀ ଉପରେ ଶୁଳ୍କ ବୃଦ୍ଧି କରାଯାଇଥିଲେ ମଧ୍ୟ ଚାହିଦା କମିନାହିଁ। ଆମେରିକାରେ ସୁଧହାର ହ୍ରାସ ଓ ଅର୍ଥନୈତିକ ଅନିଶ୍ଚିତତା ଯୋଗୁଁ ସୁନାର ମୂଲ୍ୟ ଅଧିକ ବଢ଼ିଛି। ୨୦୦୮ ମସିହାର ଆର୍ଥିକ ସଙ୍କଟ ପରେ ସୁନା ପ୍ରତି ଆକର୍ଷଣ ଦୁଇଗୁଣ ହୋଇଛି। ଷ୍ଟକ ମାର୍କେଟର ଅସ୍ଥିରତା ମଧ୍ୟ ଏଥିପାଇଁ ଦାୟୀ। ଭାରତରେ ସୁନାକୁ ଏକ ସାମାଜିକ ସମ୍ମାନର ପ୍ରତୀକ ଭାବେ ଦେଖାଯାଏ, ତେଣୁ ଦାମ ଯେତେ ବଢ଼ିଲେ ମଧ୍ୟ ଲୋକେ କିଣନ୍ତି।	[640, 194, 890, 372]
sudoku-prev-cell: 7	[195, 2317, 212, 2331]
bhitiri-katha-author: ଆଦିତ୍ୟ ପ୍ରଧାନ, ପ୍ରଧାନପାଲି, କରଡ଼ୋଲ, ବୌଦ୍ଧ	[888, 2144, 1112, 2158]
sudoku-cell: 8	[20, 1788, 57, 1833]
sudoku-prev-cell: 7	[263, 2261, 280, 2275]
sudoku-prev-cell: 9	[195, 2247, 212, 2261]
ajira-arthaniti-text: ଆଜିର ଅର୍ଥନୀତି	[682, 535, 848, 569]
sudoku-cell: 4	[166, 1788, 202, 1833]
sudoku-prev-cell: 2	[246, 2233, 263, 2247]
abhibhabakamane-body: ବର୍ତ୍ତମାନ ସମୟରେ ପ୍ରତ୍ୟେକ ପିଲାଙ୍କ ହାତରେ ମୋବାଇଲ ଫୋନ। ପାଠପଢ଼ା ଅପେକ୍ଷା ପିଲାମାନେ ମୋବାଇଲରେ ଖେଳ ଓ ସାମାଜିକ ଗଣମାଧ୍ୟମରେ ଅଧିକ ସମୟ ବିତାଉଛନ୍ତି। ଏହା ସେମାନଙ୍କ ଶାରୀରିକ ଓ ମାନସିକ ସ୍ୱାସ୍ଥ୍ୟ ଉପରେ ପ୍ରଭାବ ପକାଉଛି। ଅଭିଭାବକମାନେ ପିଲାଙ୍କ ଗତିବିଧି ଉପରେ ନଜର ରଖିବା ଓ ସେମାନଙ୍କୁ ଖେଳକୁଦ ଓ ସୃଜନାତ୍ମକ କାର୍ଯ୍ୟରେ ଉତ୍ସାହିତ କରିବା ଦରକାର।	[396, 1928, 748, 2025]
america-dayi-headline: ଆମେରିକା ଦାୟୀ	[532, 106, 998, 189]
sudoku-cell[interactable]	[92, 1923, 129, 1968]
sudoku-prev-cell: 4	[229, 2261, 246, 2275]
sudoku-cell[interactable]	[275, 1878, 311, 1923]
sudoku-cell[interactable]	[92, 2058, 129, 2103]
contact-box	[1130, 2080, 1490, 2332]
sansara-verse	[1170, 1680, 1488, 1820]
nyaya-author: ଶ୍ରୀକାନ୍ତ ପଣ୍ଡା, କୁଜଙ୍ଗ	[994, 2262, 1112, 2276]
sudoku-prev-cell: 9	[246, 2261, 263, 2275]
sudoku-prev-cell: 6	[297, 2289, 314, 2303]
sudoku-prev-cell: 1	[314, 2331, 331, 2345]
pachis-barsha-box	[1130, 1870, 1490, 2070]
divider	[6, 1720, 362, 1722]
sudoku-prev-cell: 4	[297, 2303, 314, 2317]
sarkari-school-col2: ପାଠପଢ଼ା ହେଉନାହିଁ। ଘରୋଇ ସ୍କୁଲରେ ପିଲାଙ୍କୁ ପଠାଇବା ଆର୍ଥିକ ଭାବେ କଷ୍ଟକର ହେଲେ ମଧ୍ୟ ଅଭିଭାବକମାନେ ଭବିଷ୍ୟତ କଥା ଚିନ୍ତା କରି ଏହି ବାଟ ବାଛୁଛନ୍ତି। ଶିକ୍ଷା ଅଧିକାର ଆଇନ ଅନୁଯାୟୀ ସମସ୍ତ ପିଲାଙ୍କୁ ମାଗଣା ଓ ବାଧ୍ୟତାମୂଳକ ଶିକ୍ଷା ଦେବା ସରକାରଙ୍କ ଦାୟିତ୍ୱ। ସରକାରୀ ସ୍କୁଲର ମାନ ବଢ଼ାଇବା ପାଇଁ ଶିକ୍ଷକ ନିଯୁକ୍ତି, ପ୍ରଶିକ୍ଷଣ ଓ ନିୟମିତ ତଦାରଖ ଆବଶ୍ୟକ। ସମାଜର ସମସ୍ତ ବର୍ଗର ପିଲା ଏକାସାଙ୍ଗରେ ପଢ଼ିଲେ ସାମାଜିକ ସମତା ପ୍ରତିଷ୍ଠା ହେବ। ସରକାରୀ ସ୍କୁଲକୁ ପୁଣି ଆକର୍ଷଣୀୟ କରିବା ପାଇଁ ଗମ୍ଭୀର ପ୍ରୟାସ ଦରକାର।	[772, 1090, 1148, 1219]
sudoku-prev-solution	[194, 2232, 360, 2357]
sudoku-brand-sub: © Puzzles by Pappocom	[16, 1759, 125, 1770]
chirantani-title: ଚିରନ୍ତନୀ	[112, 17, 256, 52]
sudoku-prev-cell: 9	[331, 2275, 348, 2289]
ajira-arthaniti-label	[640, 520, 890, 584]
sudoku-row	[20, 2013, 349, 2058]
zilla-diary-body: କଟକର ଐତିହ୍ୟ ଓ ସଂସ୍କୃତିକୁ ନାହିଁ ଜାଣି ଲୋକେ ଏହାକୁ ଏବେ ମୁଖ୍ୟ ବ୍ୟବସାୟିକ କେନ୍ଦ୍ର ଭାବେ ଗଢ଼ିତୋଳିବାକୁ ଯୋଜନା କରୁଛନ୍ତି। ଏହି ଜମି ବର୍ତ୍ତମାନ ପାଣି ତଳେ ମହାନଦୀ ଓ କାଠଯୋଡ଼ି ନଦୀକୂଳରେ ଥିବା ସମସ୍ତ ଜମି ଉପରେ ଲୋକଙ୍କ ନଜର ପଡ଼ିଛି। ନଦୀ ଗର୍ଭରୁ ମାଟି କାଢ଼ି ପ୍ରକଳ୍ପ ନିର୍ମାଣ ପାଇଁ ବ୍ୟାପକ ଆୟୋଜନ ଚାଲିଛି। ଅଞ୍ଚଳର ପରିବେଶ ଓ ଜଳ ନିଷ୍କାସନ ବ୍ୟବସ୍ଥା ଉପରେ ଏହାର ପ୍ରଭାବ ପଡ଼ିବ ବୋଲି ପରିବେଶବିତ୍ମାନେ ଚେତାବନୀ ଦେଇଛନ୍ତି। ମହାନଦୀ ରିଙ୍ଗରୋଡ଼ ନିର୍ମାଣ ପରେ ଏହି ଜମିର ଦାମ ବହୁଗୁଣ ବଢ଼ିଯାଇଛି। ସରକାରୀ ଜମି ଜବରଦଖଲ ଅଭିଯୋଗ ବି ବଢ଼ିଚାଲିଛି। ପ୍ରଶାସନ ଏ ଦିଗରେ ଯଥାଶୀଘ୍ର ପଦକ୍ଷେପ ନେବା ଆବଶ୍ୟକ ବୋଲି ସ୍ଥାନୀୟ ଲୋକେ ଦାବି କରିଛନ୍ତି। ନଦୀକୂଳରେ ବନ୍ୟା ବିପଦ ମଧ୍ୟ ବୃଦ୍ଧି ପାଇବ। ଏଣୁ ଯୋଜନା ପୂର୍ବରୁ ସମସ୍ତ ଦିଗ ଅନୁଧ୍ୟାନ କରାଯିବା ଦରକାର।	[8, 932, 360, 1126]
sudoku-cell[interactable]	[166, 1923, 202, 1968]
america-dayi-col2-cont: ସୁନା ଏବେ ଦୁର୍ମୂଲ୍ୟ। ଉଭୟ ଘରୋଇ ଏବଂ ବିଦେଶୀ ବଜାରରେ ଏହାର ଭାଉ ବଢ଼ିବାରେ ଲାଗିଛି। ଅର୍ଥନୀତିର ପରିଭାଷାରେ ଅନ୍ୟ ବସ୍ତୁ ଭଳି ସୁନାର ଚାହିଦା ବୃଦ୍ଧି ପାଇଲେ ଦାମ ବଢ଼େ। ଆମେରିକୀୟ ଅର୍ଥନୀତିରେ ମାନ୍ଦାବସ୍ଥା ଓ ଡଲାରର ମୂଲ୍ୟ ହ୍ରାସ ଯୋଗୁଁ ବିଶ୍ୱର ନିବେଶକମାନେ ସୁରକ୍ଷିତ ନିବେଶ ଭାବେ ସୁନା ଆଡ଼କୁ ଝୁଙ୍କିଛନ୍ତି। ଭାରତ ଓ ଚୀନ ଭଳି ଦେଶରେ ପର୍ବପର୍ବାଣି ଓ ବିବାହ ଋତୁରେ ସୁନାର ଚାହିଦା ସର୍ବଦା ଅଧିକ ରହେ। ଏହା ସହିତ କେନ୍ଦ୍ରୀୟ ବ୍ୟାଙ୍କମାନେ ମଧ୍ୟ ସୁନା ସଞ୍ଚୟ ବଢ଼ାଉଛନ୍ତି। ଫଳରେ ଦାମ ନିରନ୍ତର ଉପରକୁ ଯାଉଛି। ସାଧାରଣ ଲୋକଙ୍କ ପାଇଁ ସୁନା କିଣିବା ଦିନକୁ ଦିନ କଷ୍ଟସାଧ୍ୟ ହୋଇପଡ଼ୁଛି। ଅଳଙ୍କାର ବ୍ୟବସାୟୀମାନେ ବିକ୍ରି ହ୍ରାସ ପାଇଁ ଚିନ୍ତିତ। ବଜାର ବିଶେଷଜ୍ଞଙ୍କ ମତରେ ଆଗାମୀ ଦିନରେ ସୁନା ଦାମ ଆହୁରି ବଢ଼ିପାରେ।	[640, 590, 890, 833]
sudoku-cell: 3	[20, 1923, 57, 1968]
sarkari-school-author: ପ୍ରକାଶ ତ୍ରିପାଠୀ	[682, 1053, 848, 1081]
sudoku-prev-cell: 5	[263, 2317, 280, 2331]
contact-line3: କେବଳ ବିଜ୍ଞାପନ ପାଇଁ ବ୍ୟବହାର କରନ୍ତୁ :	[1213, 2199, 1407, 2214]
contact-email2b: :miku11@yahoo.com (Use only for	[1194, 2234, 1426, 2249]
sudoku-cell: 9	[202, 1788, 239, 1833]
sudoku-prev-cell: 5	[297, 2261, 314, 2275]
sansara-header	[1168, 6, 1490, 102]
contact-address: ପାଠକ ଶ୍ରେଷ୍ଠ ବିଚାରକ ସ୍ତମ୍ଭ ପାଇଁ ଲେଖା ପଠାଇବାର ଠିକଣା: ସମ୍ପାଦକ, ଧରିତ୍ରୀ, ବି-୨୬, ଚନ୍ଦ୍ରଶେଖରପୁର, ଭୁବନେଶ୍ୱର-୭୫୧୦୦୦	[1146, 2090, 1474, 2120]
sudoku-cell: 3	[275, 1788, 311, 1833]
sudoku-prev-cell: 2	[263, 2331, 280, 2345]
sudoku-cell: 6	[275, 2058, 311, 2103]
sudoku-prev-cell: 7	[314, 2289, 331, 2303]
sudoku-cell[interactable]	[202, 1968, 239, 2013]
sudoku-cell[interactable]	[56, 1833, 92, 1878]
sudoku-cell[interactable]	[239, 2103, 276, 2148]
zilla-diary-header	[6, 768, 362, 850]
sudoku-prev-cell: 8	[314, 2261, 331, 2275]
sudoku-prev-cell: 3	[263, 2275, 280, 2289]
gharoi-sapalata-title: ଘରୋଇ ବିଦ୍ୟାଳୟର ସଫଳତା	[434, 2104, 710, 2133]
sudoku-cell: 7	[239, 1923, 276, 1968]
poem-line: ମହାନଦୀ ତୀରେ ଗୁଡ଼ ଲାଗେ ଚିନି	[32, 100, 190, 117]
sudoku-prev-cell: 5	[280, 2247, 297, 2261]
sudoku-prev-cell: 1	[297, 2275, 314, 2289]
sudoku-prev-cell: 7	[331, 2233, 348, 2247]
sudoku-prev-cell: 5	[212, 2331, 229, 2345]
chirantani-poem	[22, 60, 346, 217]
sudoku-prev-cell: 2	[314, 2303, 331, 2317]
contact-line2: କେବଳ ସମ୍ପାଦକଙ୍କ ପତ୍ର, ଖବର ପାଇଁ ବ୍ୟବହାର କରନ୍ତୁ :	[1167, 2126, 1453, 2141]
sudoku-cell[interactable]	[312, 1878, 349, 1923]
sudoku-prev-cell: 5	[314, 2275, 331, 2289]
pathaka-header	[776, 1876, 1112, 1928]
sudoku-prev-cell: 6	[195, 2345, 212, 2359]
sudoku-prev-cell: 4	[280, 2233, 297, 2247]
sudoku-prev-cell: 7	[246, 2345, 263, 2359]
sudoku-prev-cell: 6	[263, 2233, 280, 2247]
sudoku-cell: 1	[275, 1833, 311, 1878]
chirantani-source: (ପାଷାଣୀ କେଳିରେ ଶିଶୁନିରାଳ)	[199, 222, 346, 238]
sudoku-cell[interactable]	[239, 1968, 276, 2013]
sudoku-prev-cell: 4	[246, 2289, 263, 2303]
sudoku-row	[20, 2148, 349, 2193]
sudoku-cell[interactable]	[20, 2103, 57, 2148]
column-rule	[1160, 6, 1162, 1862]
sudoku-prev-cell: 4	[263, 2345, 280, 2359]
sansara-body: ସଂସ୍କୃତ ନୀତିଶାସ୍ତ୍ର କହିଛନ୍ତି ଏ ସଂସାର ହେଉଛି ଏକ ବିଷବୃକ୍ଷ। ଏହି ବିଷବୃକ୍ଷର ଫଳ ଭୋଗ କରିବା ମଣିଷର ନିୟତି। ଦୁଃଖ, କଷ୍ଟ, ଯନ୍ତ୍ରଣା ଓ ଅଶାନ୍ତି ଏହାର ଫଳ। କିନ୍ତୁ ଏହି ବୃକ୍ଷରେ ଦୁଇଟି ଅମୃତ ଫଳ ବି ଫଳେ - ଗୋଟିଏ ହେଉଛି କାବ୍ୟାମୃତ ରସାସ୍ୱାଦନ, ଅନ୍ୟଟି ସଜ୍ଜନଙ୍କ ସହିତ ସଙ୍ଗ। ଜୀବନର ପ୍ରତିଟି ମୁହୂର୍ତ୍ତରେ ମଣିଷ ସୁଖ ଖୋଜେ। ସୁଖ ପାଇଁ ସେ ଧନ, ସମ୍ପତ୍ତି, ପଦବୀ ପଛରେ ଦୌଡ଼େ। କିନ୍ତୁ ପ୍ରକୃତ ସୁଖ ମନର ଶାନ୍ତିରେ ନିହିତ। ସଦ୍‌ଗ୍ରନ୍ଥ ପଠନ, ସଂଗୀତ ଓ କଳା ମଣିଷ ମନକୁ ପ୍ରଶାନ୍ତି ଦିଏ। ସତ୍‌ସଙ୍ଗରୁ ମଣିଷ ଜୀବନର ଅର୍ଥ ବୁଝେ। ଭଲ ଲୋକଙ୍କ ସାହଚର୍ଯ୍ୟ ମଣିଷକୁ ମନ୍ଦ ପଥରୁ ଫେରାଇ ଆଣେ। ପିଲାଙ୍କୁ ଶୈଶବରୁ ଭଲ ସଂସ୍କାର ଦେବା ଜରୁରୀ। ପରିବାରରେ ପାରସ୍ପରିକ ସମ୍ମାନ ଓ ସ୍ନେହ ରହିଲେ ଘର ସ୍ୱର୍ଗ ହୁଏ। ଅହଂକାର, ଲୋଭ, କ୍ରୋଧ ମଣିଷର ଶତ୍ରୁ। ଏହାକୁ ଜୟ କରିପାରିଲେ ଜୀବନ ସାର୍ଥକ ହୁଏ। ସଂସାରର ଦାୟିତ୍ୱ ନିର୍ବାହ କରି ମଧ୍ୟ ଆଧ୍ୟାତ୍ମିକ ଚେତନା ବଜାୟ ରଖିହୁଏ। ଗୃହସ୍ଥ ଜୀବନକୁ ଶାସ୍ତ୍ରରେ ଶ୍ରେଷ୍ଠ ଆଶ୍ରମ କୁହାଯାଇଛି। କର୍ମ କରି ଫଳର ଆଶା ନ ରଖିବା ଗୀତାର ଉପଦେଶ। ଏହା ଅନୁସରଣ କଲେ ସଂସାରର ବିଷ ମଧ୍ୟ ଅମୃତ ହୋଇଯାଏ। ଆଜିର ବ୍ୟସ୍ତ ଜୀବନରେ ମଣିଷ ନିଜ ପାଇଁ ସମୟ ପାଉନାହିଁ। ପରିବାର ସହ ସମୟ ଦେବା, ପ୍ରକୃତି ସହ ମିଶିବା ଓ ଧ୍ୟାନ କରିବା ମାନସିକ ସ୍ୱାସ୍ଥ୍ୟ ପାଇଁ ଉପକାରୀ। ସନ୍ତୋଷ ହିଁ ପରମ ସୁଖ।	[1170, 108, 1488, 432]
nyaya-title: ନ୍ୟାୟଲାଭ ଚାଷୀଙ୍କ ଭରସା	[826, 2165, 1062, 2191]
sudoku-prev-cell: 2	[229, 2275, 246, 2289]
zilla-diary-headline: ମହାନଦୀ ଓ କାଠଯୋଡ଼ି ଜମି ଉପରେ ଆଖି	[22, 859, 346, 920]
column-rule	[369, 6, 371, 2332]
sudoku-prev-cell: 7	[297, 2331, 314, 2345]
sudoku-prev-cell: 1	[195, 2303, 212, 2317]
sudoku-prev-row	[195, 2331, 348, 2345]
